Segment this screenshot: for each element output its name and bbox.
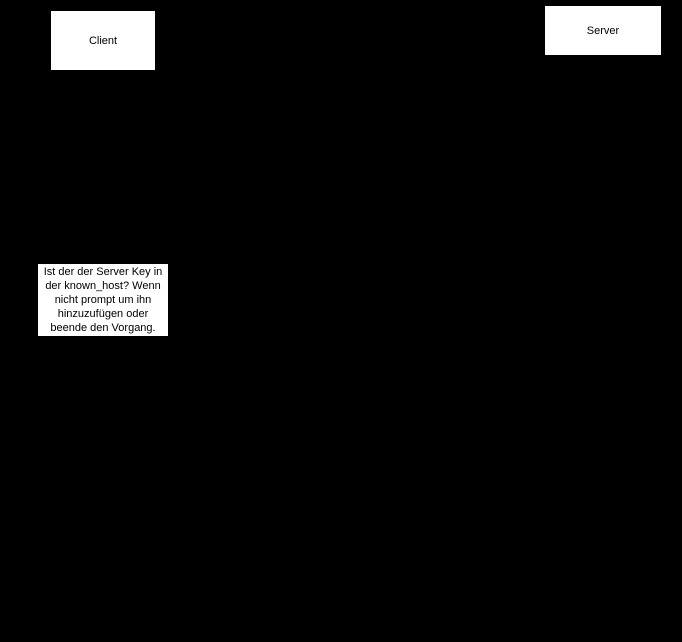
participant-client[interactable]: [50, 10, 156, 71]
participant-client-label: Client: [88, 34, 118, 47]
note-known-host-check-text: Ist der der Server Key in der known_host? Wenn nicht prompt um ihn hinzuzufügen oder beende den Vorgang.: [43, 266, 163, 334]
participant-server-label: Server: [586, 24, 620, 37]
note-known-host-check[interactable]: [37, 263, 169, 337]
participant-server[interactable]: [544, 5, 662, 56]
